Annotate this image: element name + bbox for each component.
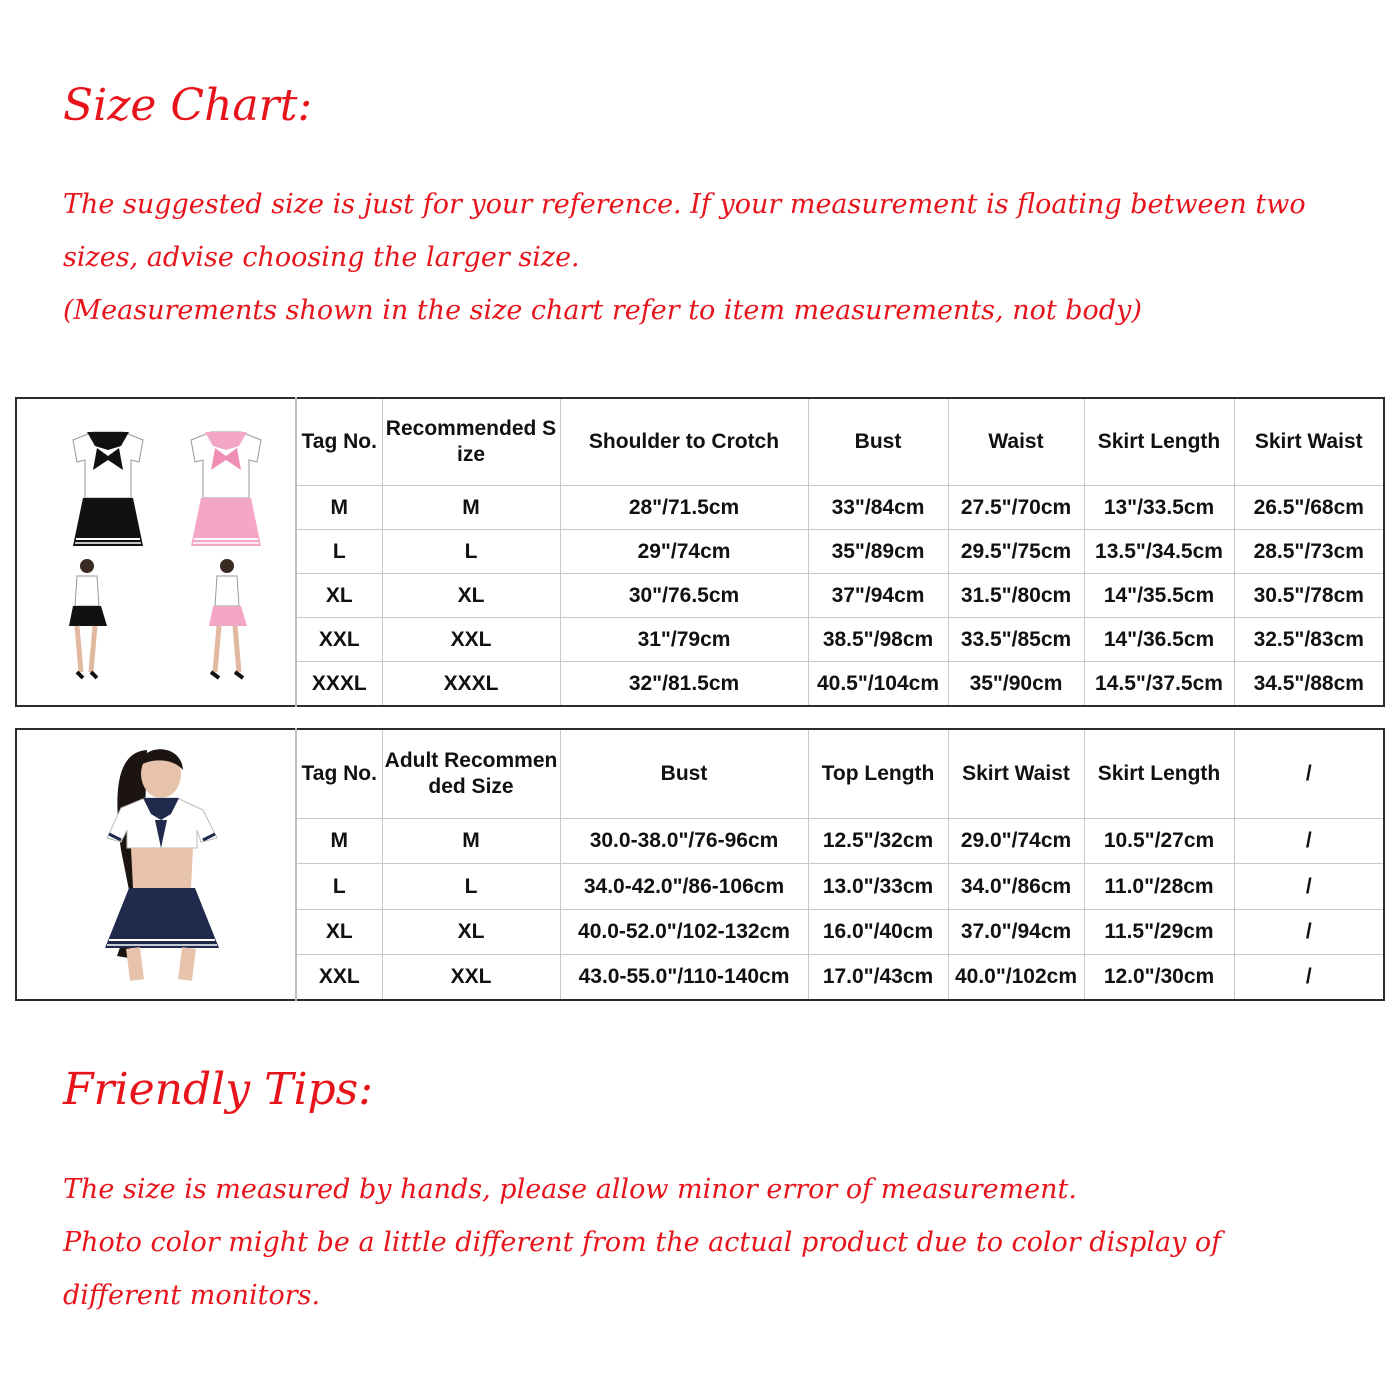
table-cell: 16.0"/40cm — [808, 909, 948, 954]
table-cell: 14.5"/37.5cm — [1084, 662, 1234, 707]
table-cell: L — [382, 864, 560, 909]
table-cell: 10.5"/27cm — [1084, 819, 1234, 864]
table-cell: 34.0"/86cm — [948, 864, 1084, 909]
table-cell: XL — [296, 574, 382, 618]
table-cell: M — [296, 486, 382, 530]
size-note-line: sizes, advise choosing the larger size. — [63, 242, 580, 273]
col-header: Skirt Waist — [1234, 398, 1384, 486]
table-cell: 13.0"/33cm — [808, 864, 948, 909]
table-cell: 17.0"/43cm — [808, 954, 948, 1000]
table-cell: M — [382, 486, 560, 530]
table-cell: XXL — [382, 954, 560, 1000]
size-chart-note — [63, 178, 1373, 337]
col-header: Bust — [560, 729, 808, 819]
table-cell: 12.5"/32cm — [808, 819, 948, 864]
friendly-tips-text — [63, 1163, 1373, 1322]
table-cell: 14"/35.5cm — [1084, 574, 1234, 618]
table-cell: 43.0-55.0"/110-140cm — [560, 954, 808, 1000]
table-cell: 26.5"/68cm — [1234, 486, 1384, 530]
table-cell: XXL — [382, 618, 560, 662]
sailor-uniform-pink-icon — [191, 432, 261, 546]
col-header: Top Length — [808, 729, 948, 819]
tips-line: The size is measured by hands, please allow minor error of measurement. — [63, 1174, 1077, 1205]
table-cell: 40.0"/102cm — [948, 954, 1084, 1000]
table-cell: 13"/33.5cm — [1084, 486, 1234, 530]
table-cell: XXL — [296, 618, 382, 662]
table-cell: 32.5"/83cm — [1234, 618, 1384, 662]
table-cell: / — [1234, 954, 1384, 1000]
col-header: Waist — [948, 398, 1084, 486]
col-header: Skirt Waist — [948, 729, 1084, 819]
size-chart-heading: Size Chart: — [63, 80, 313, 131]
product-image-cell — [16, 729, 296, 1000]
table-header-row — [16, 398, 1384, 486]
table-cell: XL — [296, 909, 382, 954]
table-cell: 31"/79cm — [560, 618, 808, 662]
table-cell: 40.0-52.0"/102-132cm — [560, 909, 808, 954]
table-cell: 31.5"/80cm — [948, 574, 1084, 618]
table-cell: M — [382, 819, 560, 864]
model-navy-uniform-icon — [105, 749, 219, 980]
col-header: Bust — [808, 398, 948, 486]
table-cell: 35"/90cm — [948, 662, 1084, 707]
table-cell: 11.5"/29cm — [1084, 909, 1234, 954]
table-cell: 40.5"/104cm — [808, 662, 948, 707]
size-note-line: The suggested size is just for your reference. If your measurement is floating between two — [63, 189, 1306, 220]
product-images-cell — [16, 398, 296, 706]
product-images — [21, 400, 291, 696]
table-cell: 32"/81.5cm — [560, 662, 808, 707]
table-cell: 33"/84cm — [808, 486, 948, 530]
table-cell: 35"/89cm — [808, 530, 948, 574]
col-header: Shoulder to Crotch — [560, 398, 808, 486]
col-header: Skirt Length — [1084, 398, 1234, 486]
size-table-school-uniform — [15, 397, 1385, 707]
table-cell: 27.5"/70cm — [948, 486, 1084, 530]
table-cell: L — [382, 530, 560, 574]
table-cell: XXXL — [382, 662, 560, 707]
size-note-line: (Measurements shown in the size chart refer to item measurements, not body) — [63, 295, 1142, 326]
table-cell: 29.5"/75cm — [948, 530, 1084, 574]
table-cell: L — [296, 864, 382, 909]
table-cell: 34.0-42.0"/86-106cm — [560, 864, 808, 909]
table-cell: 37"/94cm — [808, 574, 948, 618]
table-cell: 34.5"/88cm — [1234, 662, 1384, 707]
table-cell: 11.0"/28cm — [1084, 864, 1234, 909]
table-cell: L — [296, 530, 382, 574]
table-cell: XXXL — [296, 662, 382, 707]
table-cell: XL — [382, 574, 560, 618]
col-header: Recommended Size — [382, 398, 560, 486]
tips-line: different monitors. — [63, 1280, 321, 1311]
table-cell: / — [1234, 909, 1384, 954]
size-table-crop-top-uniform — [15, 728, 1385, 1001]
table-cell: M — [296, 819, 382, 864]
col-header: / — [1234, 729, 1384, 819]
table-cell: 38.5"/98cm — [808, 618, 948, 662]
table-cell: / — [1234, 864, 1384, 909]
friendly-tips-heading: Friendly Tips: — [63, 1064, 374, 1115]
tips-line: Photo color might be a little different from the actual product due to color display of — [63, 1227, 1222, 1258]
table-cell: 33.5"/85cm — [948, 618, 1084, 662]
model-pink-uniform-icon — [209, 559, 247, 678]
table-cell: 30.0-38.0"/76-96cm — [560, 819, 808, 864]
table-cell: 30"/76.5cm — [560, 574, 808, 618]
model-black-uniform-icon — [69, 559, 107, 678]
table-cell: 30.5"/78cm — [1234, 574, 1384, 618]
col-header: Skirt Length — [1084, 729, 1234, 819]
table-cell: / — [1234, 819, 1384, 864]
table-cell: 29.0"/74cm — [948, 819, 1084, 864]
table-cell: 14"/36.5cm — [1084, 618, 1234, 662]
col-header: Tag No. — [296, 398, 382, 486]
product-image — [21, 730, 291, 990]
table-cell: 13.5"/34.5cm — [1084, 530, 1234, 574]
col-header: Adult Recommended Size — [382, 729, 560, 819]
table-cell: 37.0"/94cm — [948, 909, 1084, 954]
table-cell: 28"/71.5cm — [560, 486, 808, 530]
table-header-row — [16, 729, 1384, 819]
table-cell: 28.5"/73cm — [1234, 530, 1384, 574]
table-cell: XXL — [296, 954, 382, 1000]
table-cell: XL — [382, 909, 560, 954]
sailor-uniform-black-icon — [73, 432, 143, 546]
col-header: Tag No. — [296, 729, 382, 819]
table-cell: 29"/74cm — [560, 530, 808, 574]
table-cell: 12.0"/30cm — [1084, 954, 1234, 1000]
